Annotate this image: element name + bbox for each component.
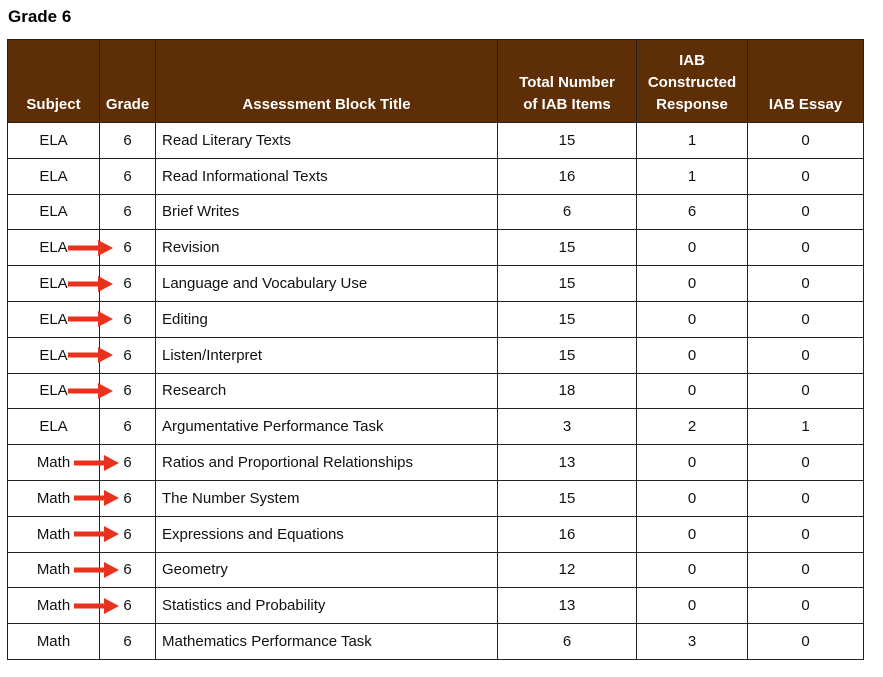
essay-cell: 0 [748, 445, 864, 481]
essay-cell: 0 [748, 624, 864, 660]
subject-cell: ELA [8, 409, 100, 445]
essay-cell: 0 [748, 516, 864, 552]
table-row [8, 373, 864, 409]
red-arrow-icon [74, 525, 120, 543]
essay-cell: 0 [748, 194, 864, 230]
table-row [8, 409, 864, 445]
title-cell: Language and Vocabulary Use [156, 266, 498, 302]
cr-cell: 0 [637, 230, 748, 266]
table-row [8, 445, 864, 481]
grade-cell: 6 [100, 266, 156, 302]
title-cell: Revision [156, 230, 498, 266]
total-cell: 15 [498, 123, 637, 159]
title-cell: Mathematics Performance Task [156, 624, 498, 660]
red-arrow-icon [68, 346, 114, 364]
essay-cell: 0 [748, 123, 864, 159]
subject-cell: Math [8, 624, 100, 660]
subject-cell: Math [8, 516, 100, 552]
grade-cell: 6 [100, 624, 156, 660]
title-cell: Read Literary Texts [156, 123, 498, 159]
header-constructed-response: IAB Constructed Response [637, 40, 748, 123]
cr-cell: 0 [637, 266, 748, 302]
essay-cell: 0 [748, 266, 864, 302]
total-cell: 13 [498, 445, 637, 481]
cr-cell: 0 [637, 480, 748, 516]
grade-cell: 6 [100, 445, 156, 481]
cr-cell: 0 [637, 552, 748, 588]
essay-cell: 0 [748, 480, 864, 516]
title-cell: Listen/Interpret [156, 337, 498, 373]
header-row [8, 40, 864, 123]
title-cell: Editing [156, 301, 498, 337]
table-row [8, 158, 864, 194]
cr-cell: 2 [637, 409, 748, 445]
total-cell: 16 [498, 158, 637, 194]
title-cell: Ratios and Proportional Relationships [156, 445, 498, 481]
total-cell: 13 [498, 588, 637, 624]
red-arrow-icon [74, 597, 120, 615]
cr-cell: 1 [637, 123, 748, 159]
cr-cell: 0 [637, 445, 748, 481]
red-arrow-icon [74, 561, 120, 579]
grade-cell: 6 [100, 588, 156, 624]
header-essay: IAB Essay [748, 40, 864, 123]
total-cell: 15 [498, 230, 637, 266]
subject-cell: ELA [8, 158, 100, 194]
total-cell: 15 [498, 301, 637, 337]
grade-cell: 6 [100, 480, 156, 516]
subject-cell: ELA [8, 266, 100, 302]
cr-cell: 0 [637, 337, 748, 373]
essay-cell: 0 [748, 158, 864, 194]
grade-cell: 6 [100, 301, 156, 337]
essay-cell: 0 [748, 230, 864, 266]
header-total-items: Total Number of IAB Items [498, 40, 637, 123]
subject-cell: ELA [8, 301, 100, 337]
table-row [8, 123, 864, 159]
cr-cell: 6 [637, 194, 748, 230]
title-cell: Brief Writes [156, 194, 498, 230]
table-row [8, 480, 864, 516]
title-cell: Research [156, 373, 498, 409]
total-cell: 18 [498, 373, 637, 409]
subject-cell: ELA [8, 123, 100, 159]
cr-cell: 3 [637, 624, 748, 660]
total-cell: 6 [498, 624, 637, 660]
table-row [8, 552, 864, 588]
page-title: Grade 6 [8, 7, 72, 26]
essay-cell: 0 [748, 373, 864, 409]
grade-cell: 6 [100, 158, 156, 194]
header-grade: Grade [100, 40, 156, 123]
title-cell: Argumentative Performance Task [156, 409, 498, 445]
table-row [8, 301, 864, 337]
total-cell: 3 [498, 409, 637, 445]
grade-cell: 6 [100, 373, 156, 409]
subject-cell: Math [8, 588, 100, 624]
table-row [8, 588, 864, 624]
table-row [8, 194, 864, 230]
total-cell: 16 [498, 516, 637, 552]
red-arrow-icon [68, 275, 114, 293]
assessment-table [7, 39, 864, 660]
cr-cell: 0 [637, 516, 748, 552]
subject-cell: Math [8, 445, 100, 481]
subject-cell: Math [8, 480, 100, 516]
table-row [8, 266, 864, 302]
essay-cell: 1 [748, 409, 864, 445]
title-cell: The Number System [156, 480, 498, 516]
grade-cell: 6 [100, 409, 156, 445]
subject-cell: ELA [8, 337, 100, 373]
red-arrow-icon [68, 382, 114, 400]
grade-cell: 6 [100, 123, 156, 159]
total-cell: 6 [498, 194, 637, 230]
grade-cell: 6 [100, 194, 156, 230]
grade-cell: 6 [100, 337, 156, 373]
essay-cell: 0 [748, 552, 864, 588]
cr-cell: 0 [637, 373, 748, 409]
essay-cell: 0 [748, 301, 864, 337]
total-cell: 15 [498, 480, 637, 516]
title-cell: Geometry [156, 552, 498, 588]
title-cell: Read Informational Texts [156, 158, 498, 194]
red-arrow-icon [74, 489, 120, 507]
grade-cell: 6 [100, 230, 156, 266]
grade-cell: 6 [100, 552, 156, 588]
essay-cell: 0 [748, 588, 864, 624]
subject-cell: ELA [8, 194, 100, 230]
red-arrow-icon [68, 310, 114, 328]
cr-cell: 0 [637, 588, 748, 624]
subject-cell: ELA [8, 373, 100, 409]
cr-cell: 1 [637, 158, 748, 194]
header-subject: Subject [8, 40, 100, 123]
red-arrow-icon [68, 239, 114, 257]
cr-cell: 0 [637, 301, 748, 337]
title-cell: Expressions and Equations [156, 516, 498, 552]
table-row [8, 337, 864, 373]
total-cell: 15 [498, 266, 637, 302]
total-cell: 15 [498, 337, 637, 373]
red-arrow-icon [74, 454, 120, 472]
table-row [8, 230, 864, 266]
subject-cell: Math [8, 552, 100, 588]
table-row [8, 624, 864, 660]
essay-cell: 0 [748, 337, 864, 373]
table-row [8, 516, 864, 552]
grade-cell: 6 [100, 516, 156, 552]
total-cell: 12 [498, 552, 637, 588]
title-cell: Statistics and Probability [156, 588, 498, 624]
subject-cell: ELA [8, 230, 100, 266]
header-title: Assessment Block Title [156, 40, 498, 123]
